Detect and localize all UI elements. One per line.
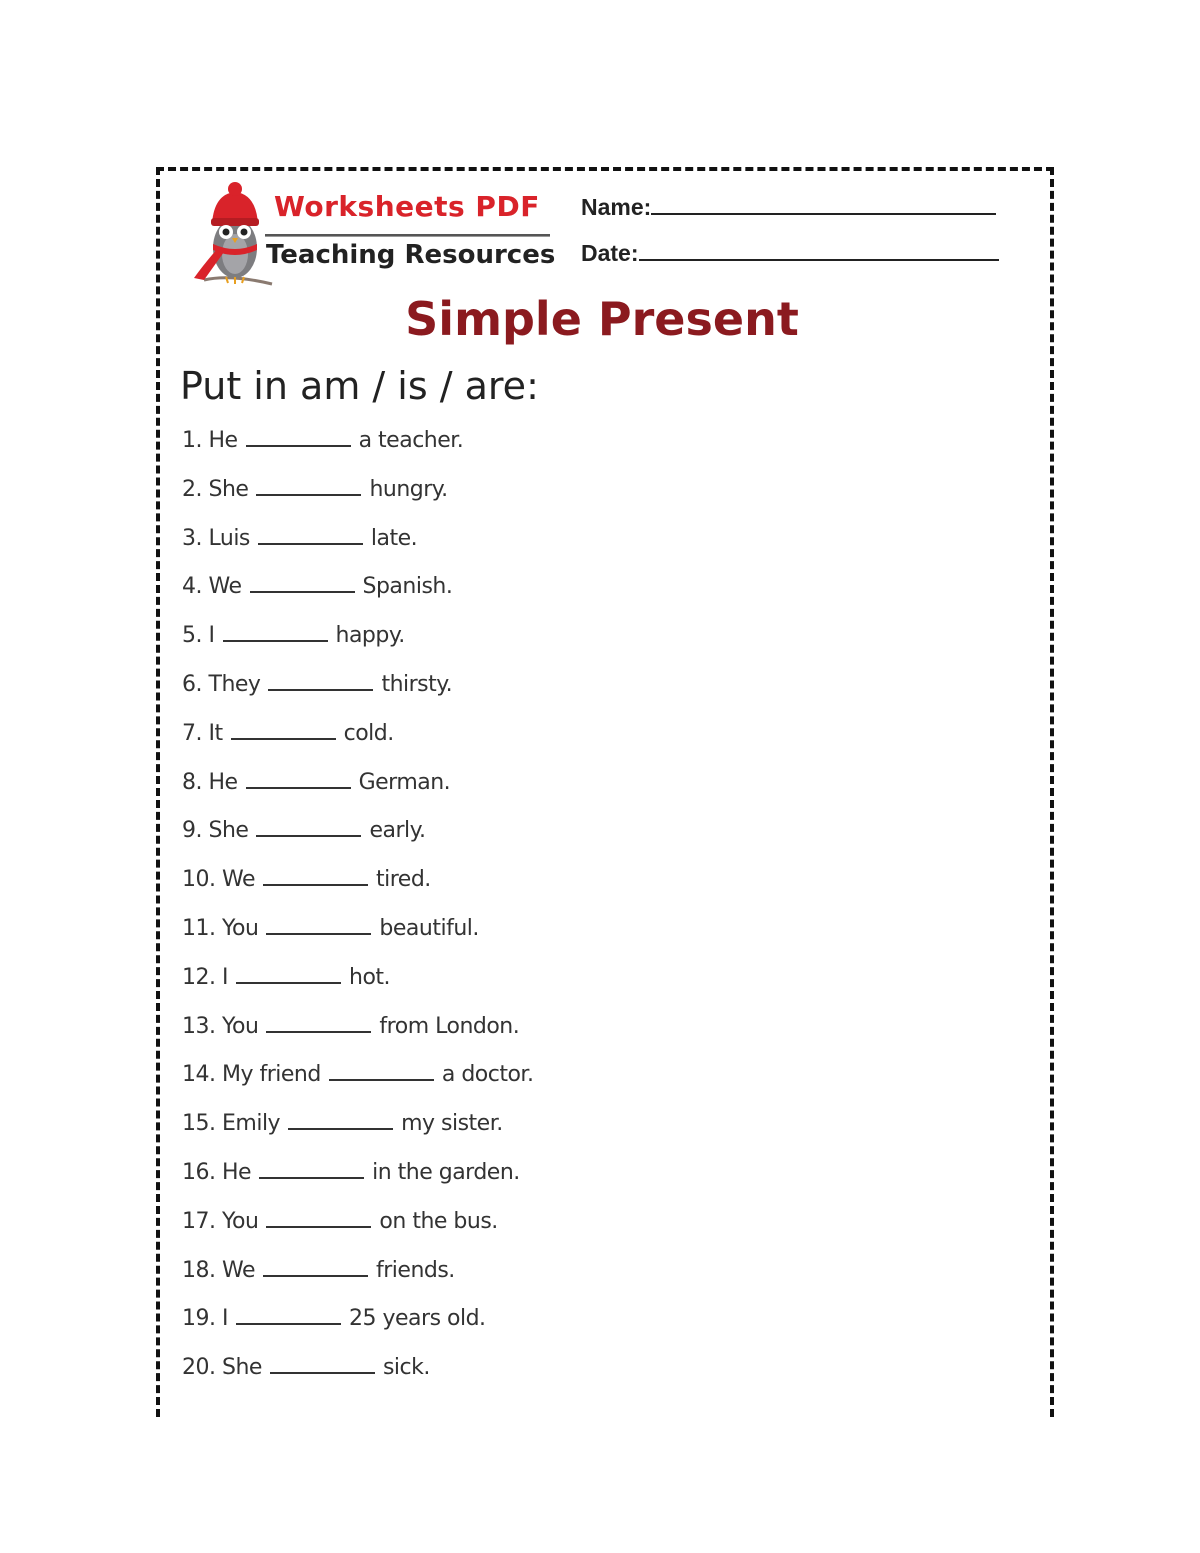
item-number: 8. (182, 769, 202, 795)
name-blank-line[interactable] (651, 212, 996, 215)
item-subject: I (222, 964, 228, 990)
answer-blank[interactable] (223, 640, 328, 642)
item-subject: We (222, 1257, 255, 1283)
item-predicate: from London. (379, 1013, 520, 1039)
exercise-item (182, 770, 533, 819)
exercise-item (182, 1160, 533, 1209)
item-number: 12. (182, 964, 216, 990)
item-predicate: on the bus. (379, 1208, 498, 1234)
item-subject: I (222, 1306, 228, 1332)
item-number: 11. (182, 915, 216, 941)
exercise-item (182, 574, 533, 623)
exercise-item (182, 1258, 533, 1307)
answer-blank[interactable] (263, 1275, 368, 1277)
item-number: 6. (182, 671, 202, 697)
brand-name: Worksheets PDF (274, 190, 540, 223)
answer-blank[interactable] (250, 591, 355, 593)
answer-blank[interactable] (246, 787, 351, 789)
exercise-item (182, 1062, 533, 1111)
item-predicate: cold. (343, 720, 394, 746)
exercise-item (182, 916, 533, 965)
item-subject: We (222, 867, 255, 893)
owl-icon (190, 180, 275, 295)
item-number: 1. (182, 428, 202, 453)
exercise-item (182, 1306, 533, 1355)
exercise-item (182, 526, 533, 575)
item-number: 18. (182, 1257, 216, 1283)
answer-blank[interactable] (266, 1031, 371, 1033)
item-number: 13. (182, 1013, 216, 1039)
item-number: 2. (182, 476, 202, 502)
item-predicate: friends. (376, 1257, 455, 1283)
item-predicate: hungry. (369, 476, 448, 502)
worksheet-title: Simple Present (405, 292, 799, 346)
item-subject: It (208, 720, 223, 746)
item-subject: She (208, 818, 249, 844)
exercise-item (182, 623, 533, 672)
brand-tagline: Teaching Resources (266, 240, 556, 270)
item-subject: We (208, 574, 242, 600)
answer-blank[interactable] (288, 1128, 393, 1130)
item-number: 7. (182, 720, 202, 746)
item-predicate: German. (358, 769, 451, 795)
item-predicate: early. (369, 818, 426, 844)
item-predicate: sick. (382, 1355, 430, 1381)
worksheets-pdf-logo (190, 180, 560, 295)
date-label: Date: (581, 240, 639, 266)
answer-blank[interactable] (268, 689, 373, 691)
item-subject: You (222, 1013, 259, 1039)
item-subject: He (208, 428, 238, 453)
exercise-item (182, 1209, 533, 1258)
answer-blank[interactable] (256, 494, 361, 496)
item-subject: They (208, 671, 261, 697)
item-predicate: a doctor. (441, 1062, 534, 1088)
item-subject: She (222, 1355, 262, 1381)
item-predicate: thirsty. (381, 671, 453, 697)
exercise-item (182, 428, 533, 477)
exercise-item (182, 477, 533, 526)
item-number: 4. (182, 574, 202, 600)
answer-blank[interactable] (256, 835, 361, 837)
exercise-list (182, 428, 533, 1404)
item-subject: You (222, 915, 259, 941)
answer-blank[interactable] (258, 543, 363, 545)
item-subject: Emily (222, 1111, 281, 1137)
item-number: 5. (182, 623, 202, 649)
answer-blank[interactable] (231, 738, 336, 740)
exercise-item (182, 1355, 533, 1404)
date-field[interactable] (581, 240, 999, 267)
item-predicate: 25 years old. (349, 1306, 486, 1332)
exercise-item (182, 672, 533, 721)
item-predicate: a teacher. (358, 428, 464, 453)
item-number: 15. (182, 1111, 216, 1137)
item-subject: My friend (222, 1062, 321, 1088)
exercise-item (182, 1111, 533, 1160)
exercise-item (182, 1014, 533, 1063)
answer-blank[interactable] (270, 1372, 375, 1374)
exercise-item (182, 867, 533, 916)
item-predicate: tired. (376, 867, 431, 893)
item-number: 9. (182, 818, 202, 844)
item-subject: I (208, 623, 215, 649)
answer-blank[interactable] (259, 1177, 364, 1179)
answer-blank[interactable] (246, 445, 351, 447)
exercise-item (182, 965, 533, 1014)
item-predicate: in the garden. (372, 1159, 520, 1185)
name-label: Name: (581, 194, 652, 220)
answer-blank[interactable] (266, 1226, 371, 1228)
item-predicate: my sister. (401, 1111, 503, 1137)
item-subject: You (222, 1208, 259, 1234)
answer-blank[interactable] (266, 933, 371, 935)
item-number: 19. (182, 1306, 216, 1332)
answer-blank[interactable] (329, 1079, 434, 1081)
item-predicate: happy. (335, 623, 405, 649)
answer-blank[interactable] (236, 982, 341, 984)
item-number: 14. (182, 1062, 216, 1088)
date-blank-line[interactable] (639, 258, 999, 261)
brand-divider (265, 234, 550, 237)
answer-blank[interactable] (236, 1323, 341, 1325)
item-subject: She (208, 476, 249, 502)
item-number: 20. (182, 1355, 216, 1381)
exercise-item (182, 818, 533, 867)
name-field[interactable] (581, 194, 996, 221)
item-predicate: Spanish. (362, 574, 453, 600)
item-subject: Luis (208, 525, 250, 551)
item-predicate: late. (370, 525, 418, 551)
item-number: 17. (182, 1208, 216, 1234)
instruction-text: Put in am / is / are: (180, 364, 539, 408)
item-number: 16. (182, 1159, 216, 1185)
item-number: 10. (182, 867, 216, 893)
exercise-item (182, 721, 533, 770)
item-predicate: beautiful. (379, 915, 479, 941)
answer-blank[interactable] (263, 884, 368, 886)
item-subject: He (222, 1159, 252, 1185)
item-subject: He (208, 769, 238, 795)
item-predicate: hot. (349, 964, 391, 990)
item-number: 3. (182, 525, 202, 551)
